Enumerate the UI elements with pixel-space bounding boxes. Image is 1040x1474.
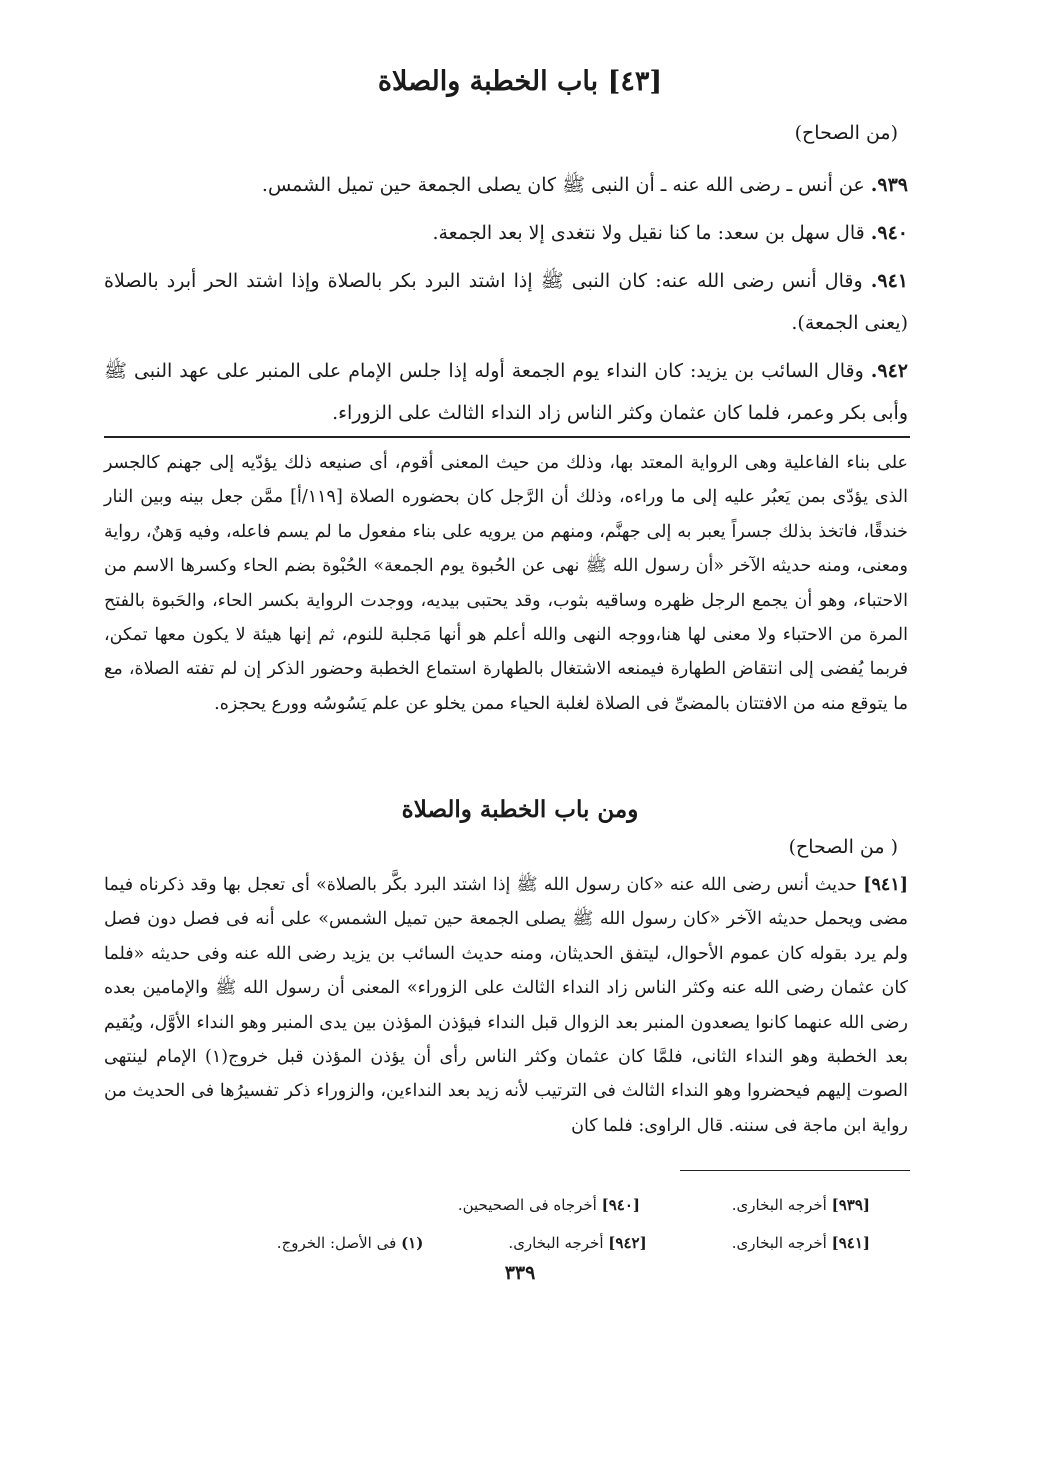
hadith-text: قال سهل بن سعد: ما كنا نقيل ولا نتغدى إلا بعد الجمعة. <box>432 222 865 244</box>
source-label: ( من الصحاح) <box>788 836 898 858</box>
chapter-title: [٤٣] باب الخطبة والصلاة <box>377 66 663 97</box>
hadith-940 <box>104 212 908 254</box>
footnote <box>640 1196 870 1214</box>
footnote-row <box>200 1186 870 1224</box>
hadith-number: ٩٤١. <box>870 270 909 292</box>
footnotes <box>200 1186 870 1262</box>
divider-rule <box>104 436 910 438</box>
hadith-text: عن أنس ـ رضى الله عنه ـ أن النبى ﷺ كان يصلى الجمعة حين تميل الشمس. <box>261 174 865 196</box>
footnote-number: [٩٤١] <box>831 1234 870 1252</box>
footnote-text: فى الأصل: الخروج. <box>276 1234 397 1252</box>
footnote-number: (١) <box>401 1234 424 1252</box>
footnote-number: [٩٣٩] <box>831 1196 870 1214</box>
footnote <box>200 1234 423 1252</box>
footnote-text: أخرجه البخارى. <box>731 1234 827 1252</box>
hadith-941 <box>104 260 908 344</box>
source-label: (من الصحاح) <box>794 122 898 144</box>
footnote-number: [٩٤٢] <box>608 1234 647 1252</box>
page-number: ٣٣٩ <box>504 1262 536 1284</box>
commentary-block-2 <box>104 868 908 1143</box>
footnote-number: [٩٤٠] <box>601 1196 640 1214</box>
hadith-942 <box>104 350 908 434</box>
footnote-text: أخرجه البخارى. <box>508 1234 604 1252</box>
commentary-number: [٩٤١] <box>863 875 908 895</box>
footnote-rule <box>680 1170 910 1171</box>
footnote <box>647 1234 870 1252</box>
footnote-text: أخرجه البخارى. <box>731 1196 827 1214</box>
hadith-number: ٩٣٩. <box>870 174 908 196</box>
section-title: ومن باب الخطبة والصلاة <box>401 796 639 823</box>
commentary-text: حديث أنس رضى الله عنه «كان رسول الله ﷺ إذا اشتد البرد بكَّر بالصلاة» أى تعجل بها وقد ذكرناه فيما مضى ويحمل حديثه الآخر «كان رسول الله ﷺ يصلى الجمعة حين تميل الشمس» على أنه فى فصل دون فصل ولم يرد بقوله كان عموم الأحوال، ليتفق الحديثان، ومنه حديث السائب بن يزيد رضى الله عنه وفى حديثه «فلما كان عثمان رضى الله عنه وكثر الناس زاد النداء الثالث على الزوراء» المعنى أن رسول الله ﷺ والإمامين بعده رضى الله عنهما كانوا يصعدون المنبر بعد الزوال قبل النداء فيؤذن المؤذن بين يدى المنبر وهو النداء الأوَّل، ويُقيم بعد الخطبة وهو النداء الثانى، فلمَّا كان عثمان وكثر الناس رأى أن يؤذن المؤذن قبل خروج(١) الإمام لينتهى الصوت إليهم فيحضروا وهو النداء الثالث فى الترتيب لأنه زيد بعد النداءين، والزوراء ذكر تفسيرُها فى الحديث من رواية ابن ماجة فى سننه. قال الراوى: فلما كان <box>104 875 908 1136</box>
hadith-939 <box>104 164 908 206</box>
footnote-row <box>200 1224 870 1262</box>
footnote <box>410 1196 640 1214</box>
footnote <box>423 1234 646 1252</box>
hadith-number: ٩٤٢. <box>870 360 908 382</box>
hadith-text: وقال السائب بن يزيد: كان النداء يوم الجمعة أوله إذا جلس الإمام على المنبر على عهد النبى ﷺ وأبى بكر وعمر، فلما كان عثمان وكثر الناس زاد النداء الثالث على الزوراء. <box>104 360 908 424</box>
hadith-text: وقال أنس رضى الله عنه: كان النبى ﷺ إذا اشتد البرد بكر بالصلاة وإذا اشتد الحر أبرد بالصلاة (يعنى الجمعة). <box>104 270 908 334</box>
hadith-number: ٩٤٠. <box>870 222 908 244</box>
commentary-text: على بناء الفاعلية وهى الرواية المعتد بها، وذلك من حيث المعنى أقوم، أى صنيعه ذلك يؤدّيه إلى جهنم كالجسر الذى يؤدّى بمن يَعبُر عليه إلى ما وراءه، وذلك أن الرَّجل كان بحضوره الصلاة [١١٩/أ] ممَّن جعل بينه وبين النار خندقًا، فاتخذ بذلك جسراً يعبر به إلى جهنَّم، ومنهم من يرويه على بناء مفعول ما لم يسم فاعله، وفيه وَهنٌ، رواية ومعنى، ومنه حديثه الآخر «أن رسول الله ﷺ نهى عن الحُبوة يوم الجمعة» الحُبْوة بضم الحاء وكسرها الاسم من الاحتباء، وهو أن يجمع الرجل ظهره وساقيه بثوب، وقد يحتبى بيديه، ووجدت الرواية بكسر الحاء، والحَبوة بالفتح المرة من الاحتباء ولا معنى لها هنا،ووجه النهى والله أعلم هو أنها مَجلبة للنوم، ثم إنها هيئة لا يكون معها تمكن، فربما يُفضى إلى انتقاض الطهارة فيمنعه الاشتغال بالطهارة استماع الخطبة وحضور الذكر إن لم تفته الصلاة، مع ما يتوقع منه من الافتتان بالمضىِّ فى الصلاة لغلبة الحياء ممن يخلو عن علم يَسُوسُه وورع يحجزه. <box>104 453 908 714</box>
footnote-text: أخرجاه فى الصحيحين. <box>457 1196 597 1214</box>
commentary-block <box>104 446 908 721</box>
